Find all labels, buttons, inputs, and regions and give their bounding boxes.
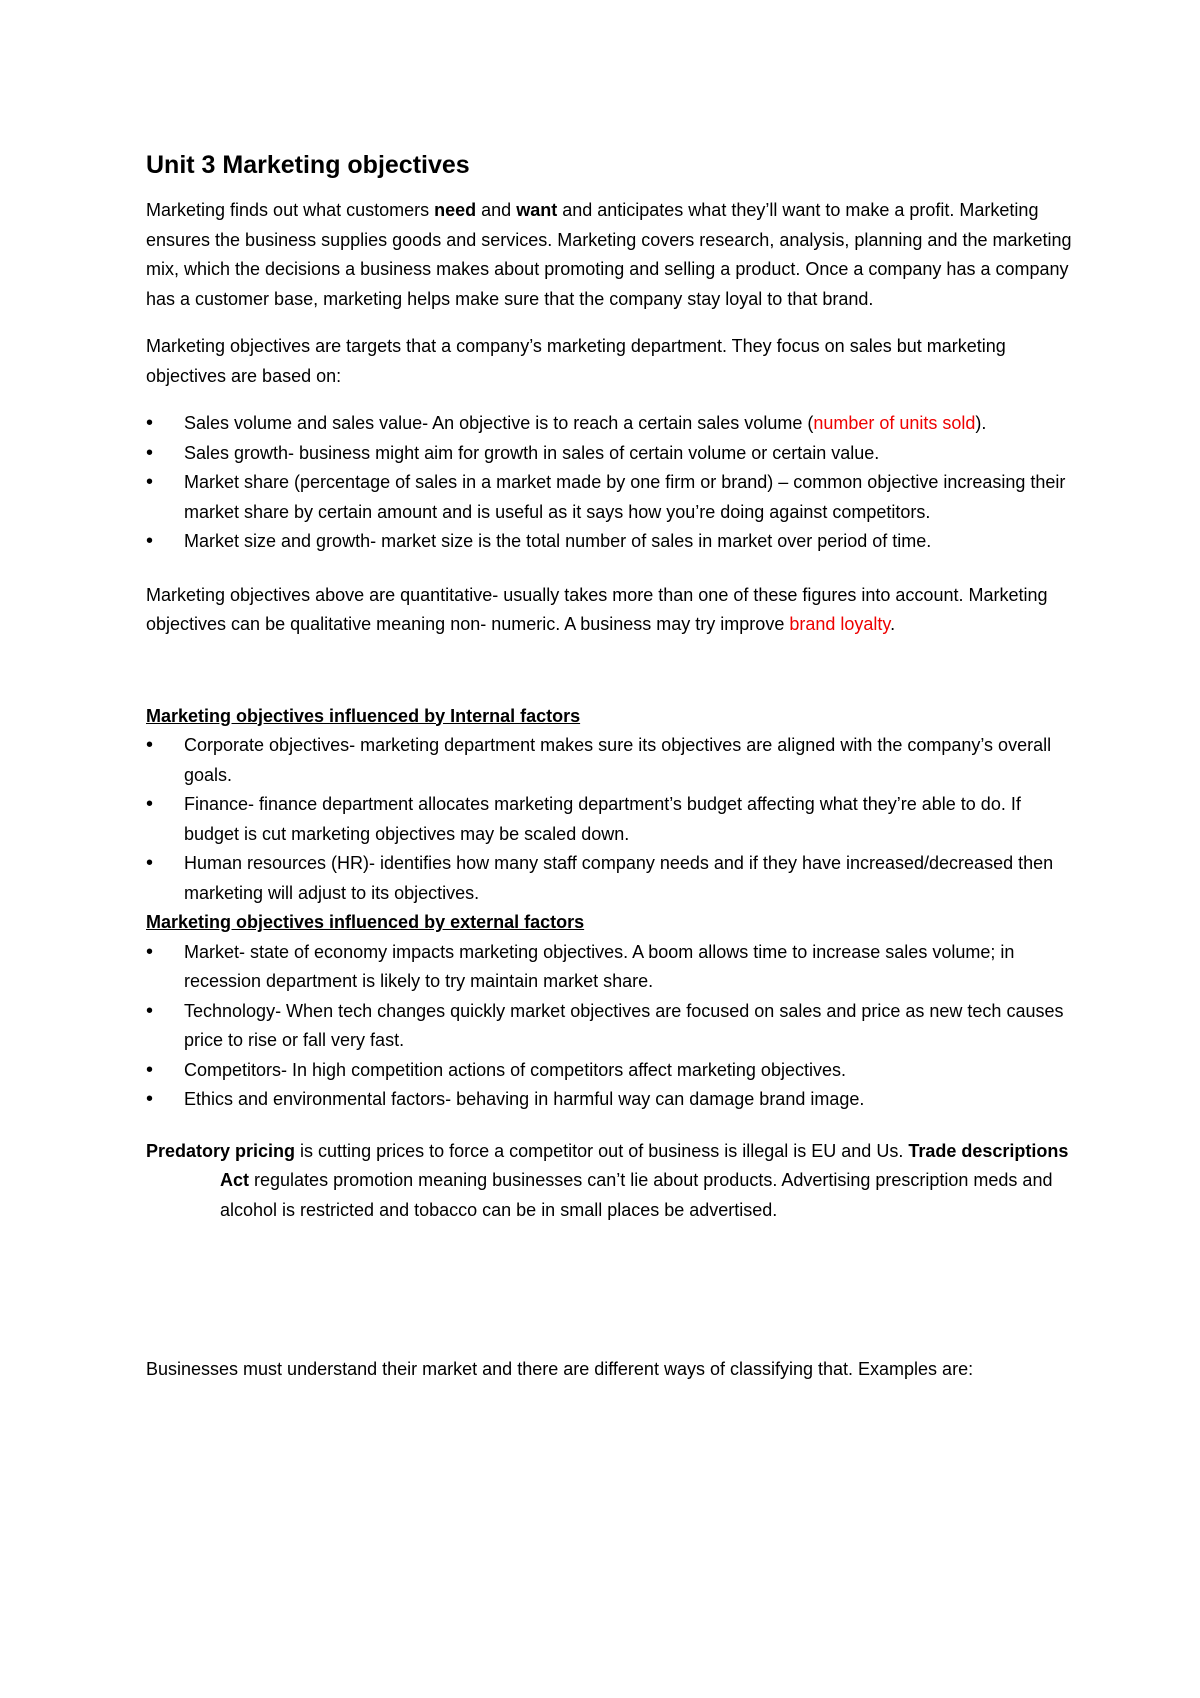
list-item: • Sales growth- business might aim for growth in sales of certain volume or certain value. [146,439,1080,469]
intro-want: want [516,200,558,220]
list-item-text: Sales volume and sales value- An objective is to reach a certain sales volume ( [184,413,814,433]
list-item: • Technology- When tech changes quickly market objectives are focused on sales and price as new tech causes price to rise or fall very fast. [146,997,1080,1056]
intro-text-1: Marketing finds out what customers [146,200,435,220]
intro-text-2: and [476,200,517,220]
objectives-intro: Marketing objectives are targets that a company’s marketing department. They focus on sales but marketing objectives are based on: [146,336,1006,386]
list-item: • Market size and growth- market size is the total number of sales in market over period of time. [146,527,1080,557]
list-item: • Ethics and environmental factors- behaving in harmful way can damage brand image. [146,1085,1080,1115]
trade-descriptions-term: Trade descriptions Act [220,1140,1069,1190]
closing-paragraph: Businesses must understand their market and there are different ways of classifying that. Examples are: [146,1359,974,1379]
quant-text: Marketing objectives above are quantitative- usually takes more than one of these figures into account. Marketing objectives can be qualitative meaning non- numeric. A business may try improve [146,584,1048,634]
predatory-term: Predatory pricing [146,1140,296,1161]
spacer [146,658,1080,702]
intro-need: need [434,200,477,220]
external-factors-list [146,938,1080,1115]
intro-paragraph [146,196,1080,314]
list-item: • Corporate objectives- marketing department makes sure its objectives are aligned with the company’s overall goals. [146,731,1080,790]
list-item: • Market share (percentage of sales in a market made by one firm or brand) – common objective increasing their market share by certain amount and is useful as it says how you’re doing against competitors. [146,468,1080,527]
list-item [146,409,1080,439]
highlight-red: number of units sold [813,413,976,433]
quant-end: . [890,614,896,634]
highlight-red: brand loyalty [789,614,891,634]
internal-factors-list [146,731,1080,908]
spacer [146,1243,1080,1355]
quantitative-paragraph [146,581,1080,640]
internal-factors-heading: Marketing objectives influenced by Internal factors [146,705,581,726]
objectives-list [146,409,1080,557]
predatory-text-2: regulates promotion meaning businesses can’t lie about products. Advertising prescription meds and alcohol is restricted and tobacco can be in small places be advertised. [220,1170,1053,1220]
external-factors-heading: Marketing objectives influenced by external factors [146,912,585,932]
intro-text-3: and anticipates what they’ll want to make a profit. Marketing ensures the business supplies goods and services. Marketing covers research, analysis, planning and the marketing mix, which the decisions a business makes about promoting and selling a product. Once a company has a company has a customer base, marketing helps make sure that the company stay loyal to that brand. [146,200,1072,309]
list-item-text: ). [975,413,987,433]
page-title: Unit 3 Marketing objectives [146,151,470,179]
list-item: • Finance- finance department allocates marketing department’s budget affecting what they’re able to do. If budget is cut marketing objectives may be scaled down. [146,790,1080,849]
list-item: • Competitors- In high competition actions of competitors affect marketing objectives. [146,1056,1080,1086]
predatory-text-1: is cutting prices to force a competitor out of business is illegal is EU and Us. [295,1140,909,1161]
list-item: • Market- state of economy impacts marketing objectives. A boom allows time to increase sales volume; in recession department is likely to try maintain market share. [146,938,1080,997]
list-item: • Human resources (HR)- identifies how many staff company needs and if they have increased/decreased then marketing will adjust to its objectives. [146,849,1080,908]
predatory-pricing-paragraph [146,1137,1080,1226]
